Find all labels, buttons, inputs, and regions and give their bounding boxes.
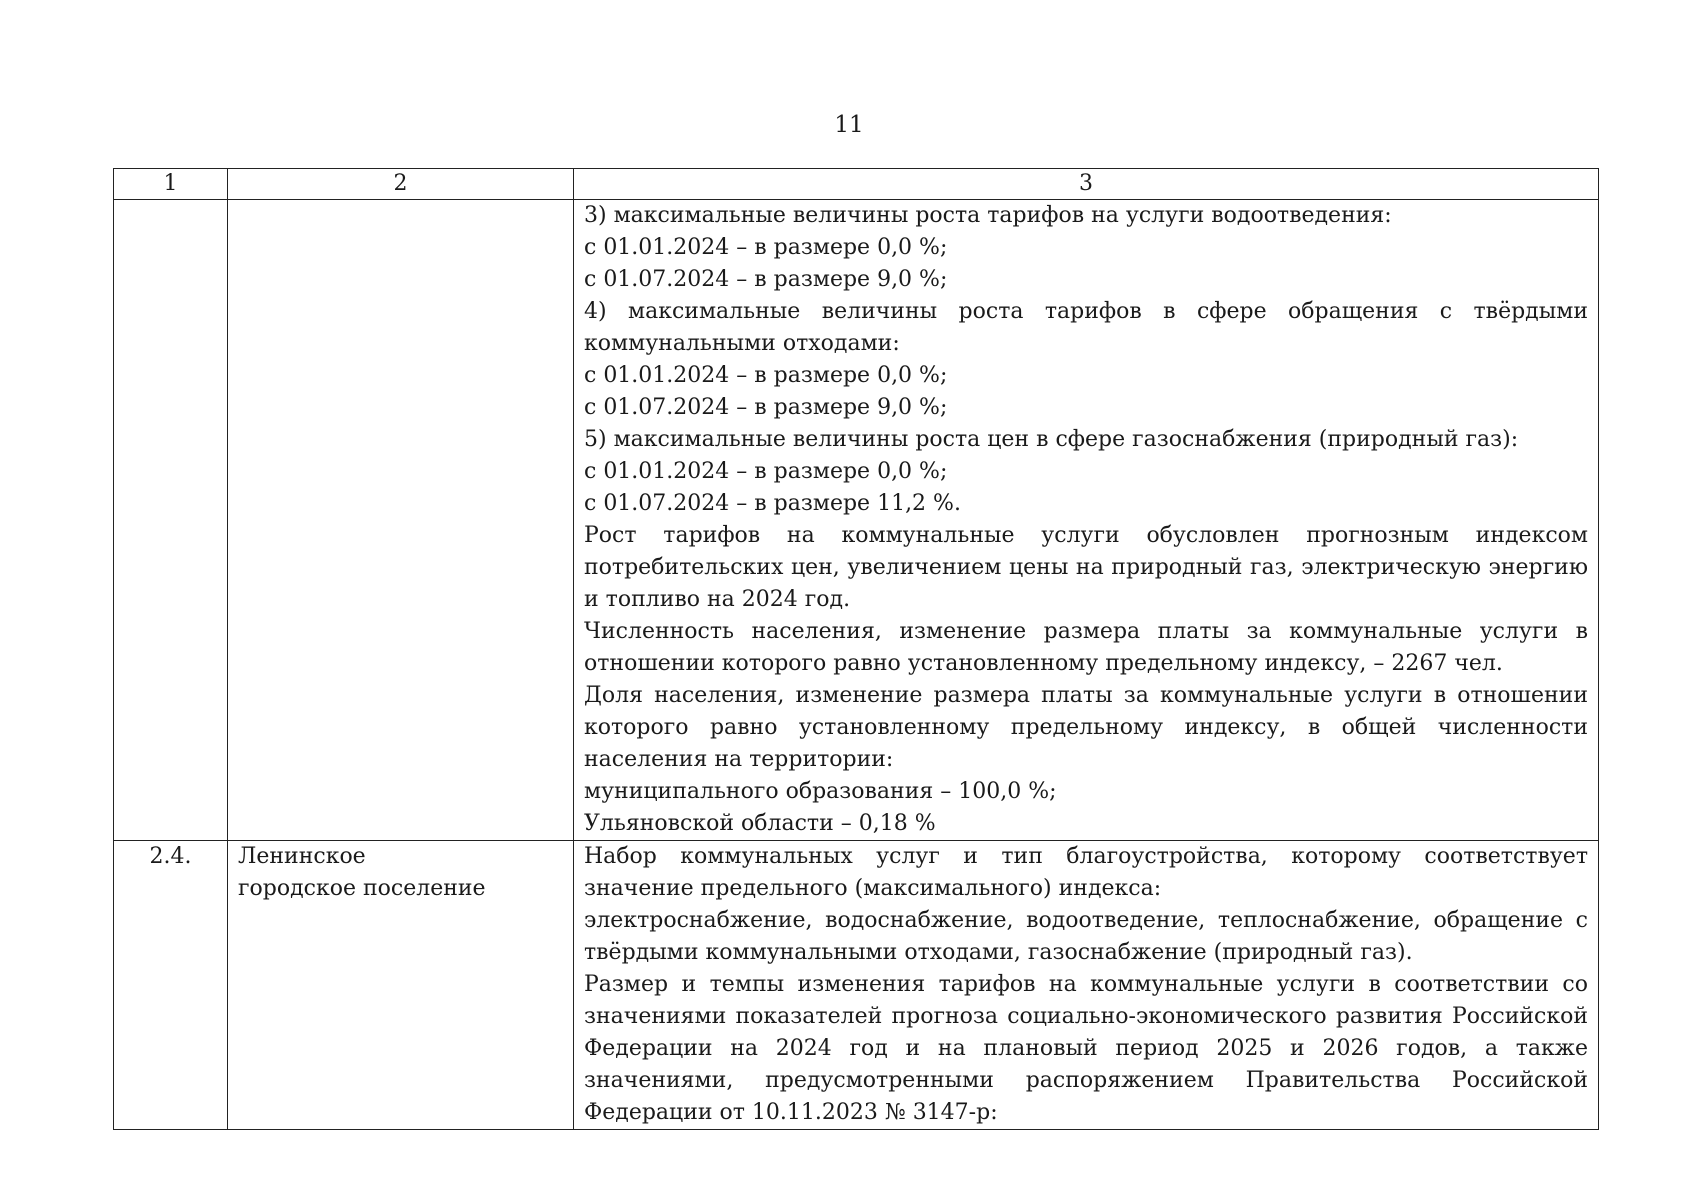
table-row bbox=[114, 200, 1599, 841]
name-line: городское поселение bbox=[238, 876, 486, 901]
row-content bbox=[574, 841, 1599, 1130]
row-number: 2.4. bbox=[114, 841, 228, 1130]
text-line: с 01.01.2024 – в размере 0,0 %; bbox=[584, 235, 948, 260]
row-content bbox=[574, 200, 1599, 841]
text-paragraph: Размер и темпы изменения тарифов на коммунальные услуги в соответствии со значениями показателей прогноза социально-экономического развития Российской Федерации на 2024 год и на плановый период 2025 и 2026 годов, а также значениями, предусмотренными распоряжением Правительства Российской Федерации от 10.11.2023 № 3147-р: bbox=[584, 972, 1588, 1125]
row-number bbox=[114, 200, 228, 841]
table-header-row bbox=[114, 169, 1599, 200]
header-col-3: 3 bbox=[574, 169, 1599, 200]
text-paragraph: электроснабжение, водоснабжение, водоотведение, теплоснабжение, обращение с твёрдыми коммунальными отходами, газоснабжение (природный газ). bbox=[584, 908, 1588, 965]
text-line: 3) максимальные величины роста тарифов на услуги водоотведения: bbox=[584, 203, 1392, 228]
text-paragraph: Набор коммунальных услуг и тип благоустройства, которому соответствует значение предельного (максимального) индекса: bbox=[584, 844, 1588, 901]
page-number: 11 bbox=[834, 112, 864, 138]
text-line: с 01.07.2024 – в размере 11,2 %. bbox=[584, 491, 961, 516]
text-line: Ульяновской области – 0,18 % bbox=[584, 811, 936, 836]
header-col-1: 1 bbox=[114, 169, 228, 200]
text-line: 5) максимальные величины роста цен в сфере газоснабжения (природный газ): bbox=[584, 427, 1519, 452]
text-paragraph: Численность населения, изменение размера платы за коммунальные услуги в отношении которого равно установленному предельному индексу, – 2267 чел. bbox=[584, 619, 1588, 676]
text-paragraph: 4) максимальные величины роста тарифов в сфере обращения с твёрдыми коммунальными отходами: bbox=[584, 299, 1588, 356]
tariff-table bbox=[113, 168, 1599, 1130]
text-line: с 01.01.2024 – в размере 0,0 %; bbox=[584, 459, 948, 484]
name-line: Ленинское bbox=[238, 844, 366, 869]
text-paragraph: Доля населения, изменение размера платы за коммунальные услуги в отношении которого равно установленному предельному индексу, в общей численности населения на территории: bbox=[584, 683, 1588, 772]
municipality-name bbox=[228, 200, 574, 841]
text-line: с 01.01.2024 – в размере 0,0 %; bbox=[584, 363, 948, 388]
table-row bbox=[114, 841, 1599, 1130]
municipality-name bbox=[228, 841, 574, 1130]
text-line: с 01.07.2024 – в размере 9,0 %; bbox=[584, 395, 948, 420]
text-paragraph: Рост тарифов на коммунальные услуги обусловлен прогнозным индексом потребительских цен, увеличением цены на природный газ, электрическую энергию и топливо на 2024 год. bbox=[584, 523, 1588, 612]
text-line: с 01.07.2024 – в размере 9,0 %; bbox=[584, 267, 948, 292]
text-line: муниципального образования – 100,0 %; bbox=[584, 779, 1057, 804]
header-col-2: 2 bbox=[228, 169, 574, 200]
